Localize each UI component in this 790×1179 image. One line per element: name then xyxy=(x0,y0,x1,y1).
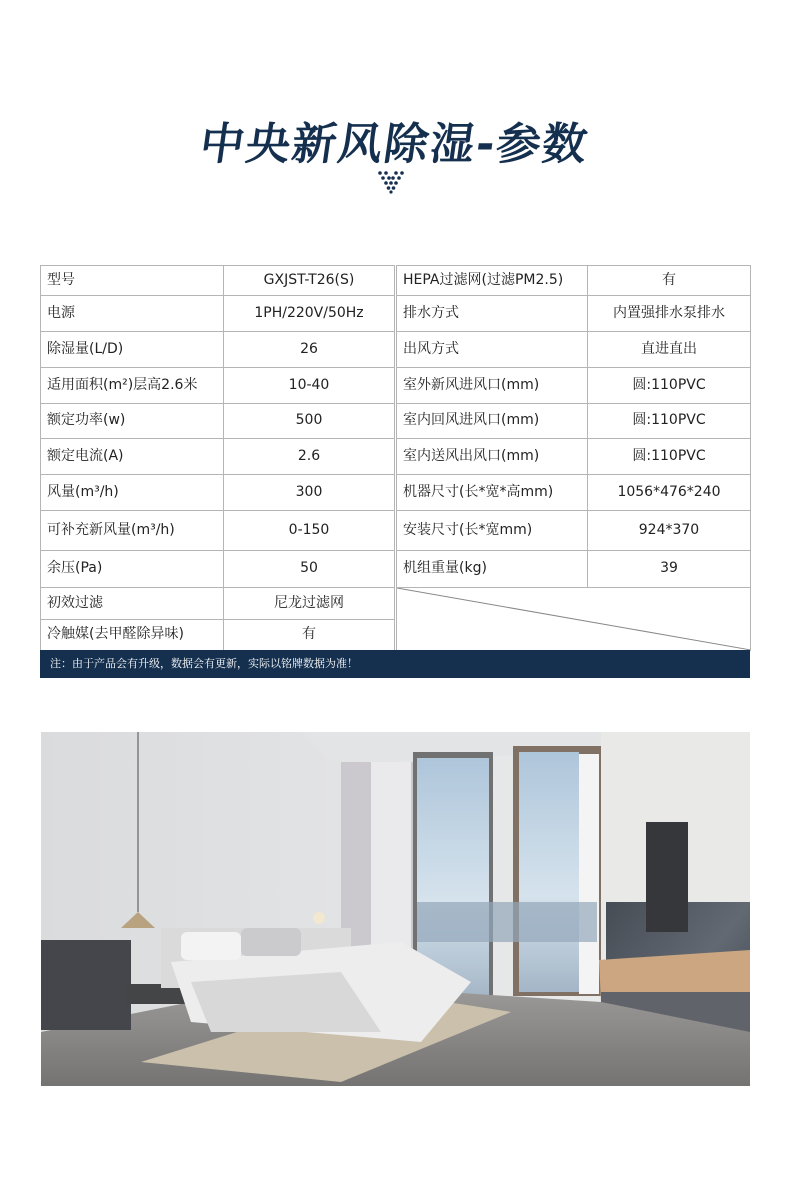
spec-value: 1056*476*240 xyxy=(588,475,751,511)
spec-label: 额定功率(w) xyxy=(41,404,224,439)
table-row xyxy=(41,475,751,511)
page-title: 中央新风除湿-参数 xyxy=(196,119,593,170)
table-row xyxy=(41,368,751,404)
spec-label: 可补充新风量(m³/h) xyxy=(41,511,224,551)
table-row xyxy=(41,332,751,368)
spec-value: 2.6 xyxy=(224,439,395,475)
spec-value: 有 xyxy=(588,266,751,296)
spec-label: 额定电流(A) xyxy=(41,439,224,475)
spec-label: 适用面积(m²)层高2.6米 xyxy=(41,368,224,404)
brand-logo-icon xyxy=(377,170,405,194)
diagonal-line xyxy=(397,588,751,650)
spec-value: 尼龙过滤网 xyxy=(224,588,395,620)
spec-value: 924*370 xyxy=(588,511,751,551)
spec-label: 室内送风出风口(mm) xyxy=(397,439,588,475)
empty-cell xyxy=(397,588,751,651)
spec-label: 出风方式 xyxy=(397,332,588,368)
disclaimer-note: 注：由于产品会有升级，数据会有更新，实际以铭牌数据为准！ xyxy=(40,650,750,678)
spec-value: 有 xyxy=(224,619,395,651)
spec-value: 10-40 xyxy=(224,368,395,404)
table-row xyxy=(41,404,751,439)
spec-label: 初效过滤 xyxy=(41,588,224,620)
spec-value: 0-150 xyxy=(224,511,395,551)
spec-label: 机组重量(kg) xyxy=(397,551,588,588)
spec-value: 圆:110PVC xyxy=(588,368,751,404)
spec-value: 直进直出 xyxy=(588,332,751,368)
spec-table xyxy=(40,265,751,651)
spec-value: 圆:110PVC xyxy=(588,439,751,475)
spec-label: 余压(Pa) xyxy=(41,551,224,588)
table-row xyxy=(41,588,751,620)
spec-value: 300 xyxy=(224,475,395,511)
bedroom-photo xyxy=(41,732,750,1086)
spec-label: 除湿量(L/D) xyxy=(41,332,224,368)
spec-label: 安装尺寸(长*宽mm) xyxy=(397,511,588,551)
spec-value: 39 xyxy=(588,551,751,588)
spec-label: HEPA过滤网(过滤PM2.5) xyxy=(397,266,588,296)
spec-label: 机器尺寸(长*宽*高mm) xyxy=(397,475,588,511)
table-row xyxy=(41,511,751,551)
spec-value: 圆:110PVC xyxy=(588,404,751,439)
spec-label: 冷触媒(去甲醛除异味) xyxy=(41,619,224,651)
table-row xyxy=(41,551,751,588)
spec-value: 26 xyxy=(224,332,395,368)
spec-label: 室外新风进风口(mm) xyxy=(397,368,588,404)
table-row xyxy=(41,266,751,296)
spec-label: 室内回风进风口(mm) xyxy=(397,404,588,439)
spec-value: 内置强排水泵排水 xyxy=(588,296,751,332)
spec-label: 型号 xyxy=(41,266,224,296)
spec-label: 排水方式 xyxy=(397,296,588,332)
table-row xyxy=(41,439,751,475)
spec-label: 电源 xyxy=(41,296,224,332)
table-row xyxy=(41,296,751,332)
spec-value: 1PH/220V/50Hz xyxy=(224,296,395,332)
spec-value: 50 xyxy=(224,551,395,588)
spec-value: GXJST-T26(S) xyxy=(224,266,395,296)
spec-value: 500 xyxy=(224,404,395,439)
spec-label: 风量(m³/h) xyxy=(41,475,224,511)
